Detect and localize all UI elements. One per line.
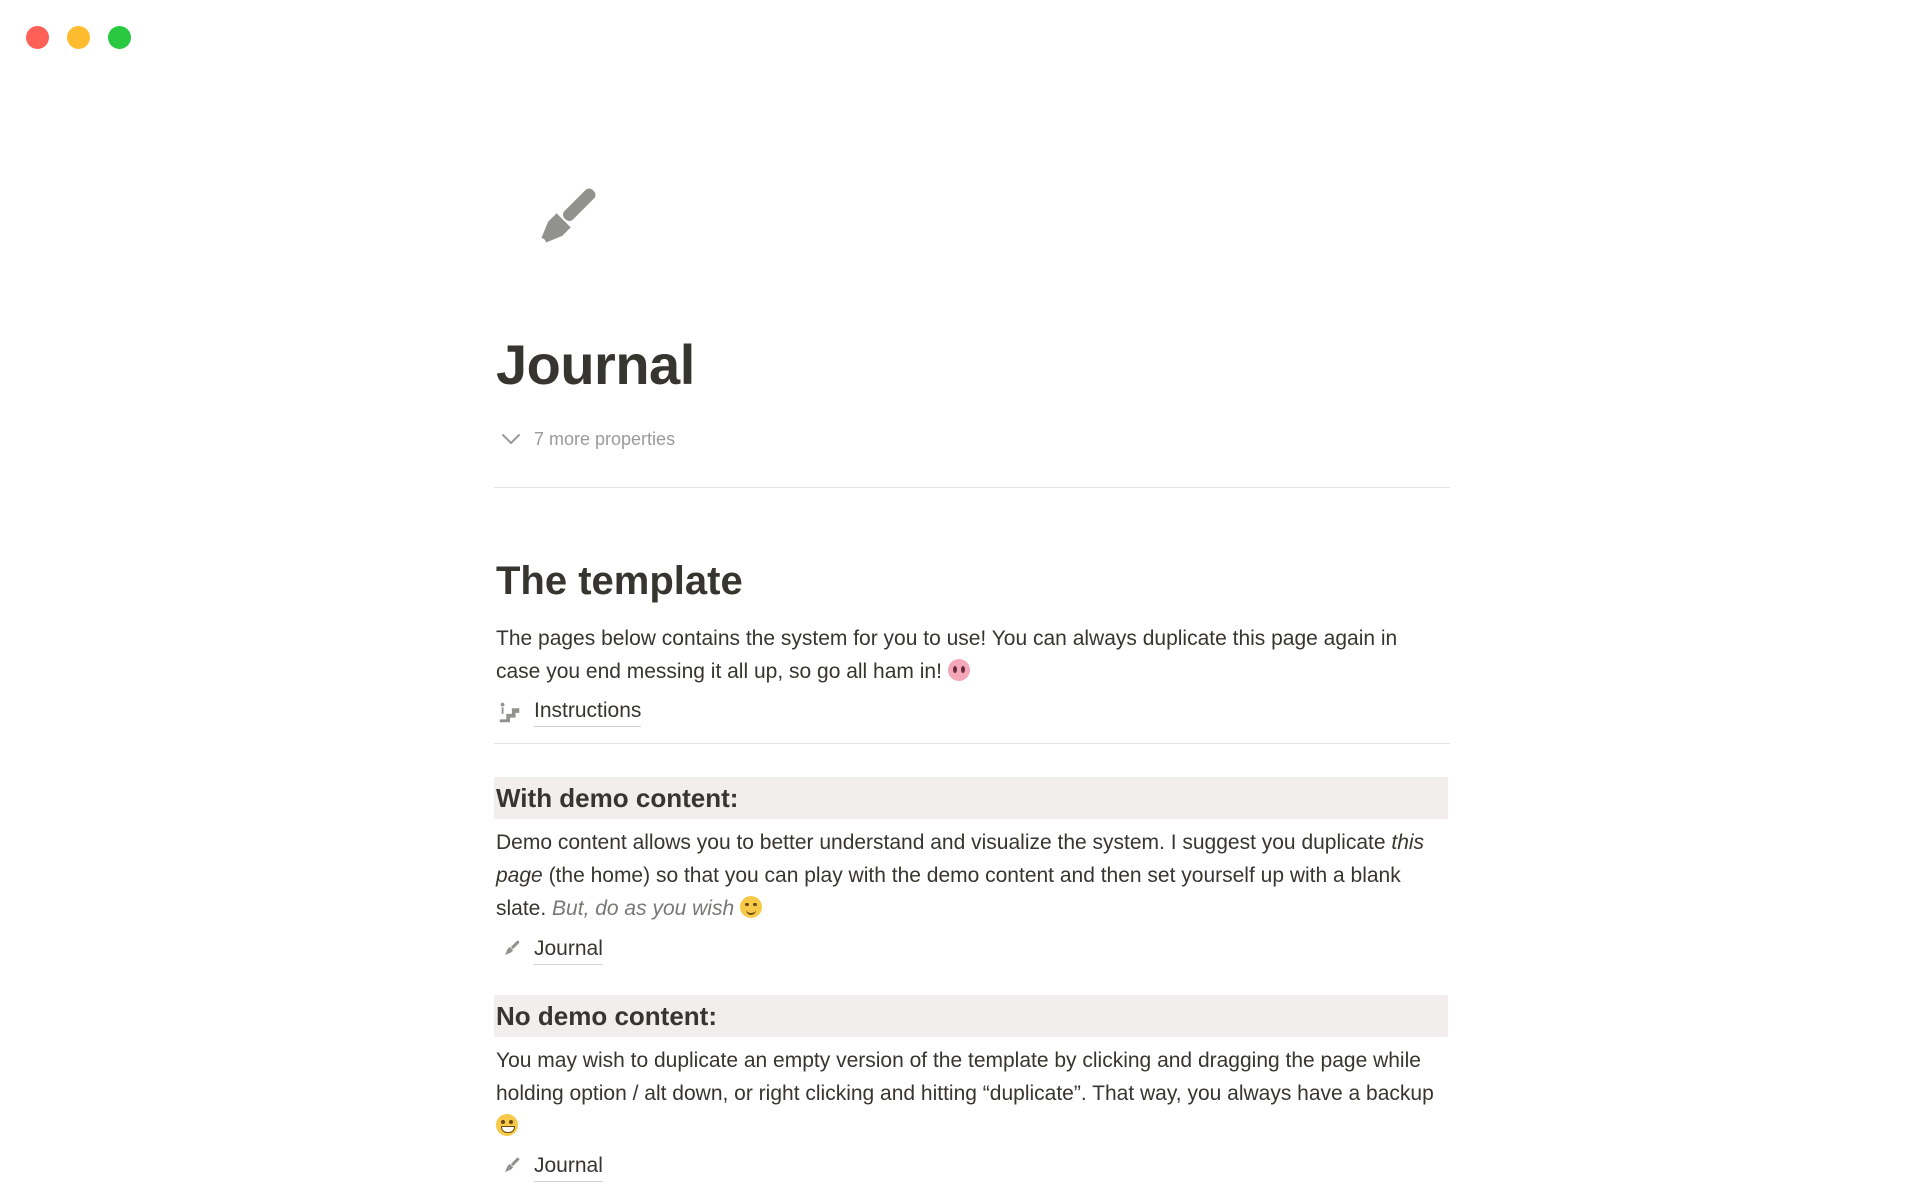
chevron-down-icon: [500, 428, 522, 450]
journal-demo-link[interactable]: [496, 935, 603, 965]
stairs-icon: [496, 698, 524, 726]
divider: [494, 743, 1450, 744]
divider: [494, 487, 1450, 488]
more-properties-label: 7 more properties: [534, 428, 676, 449]
pig-nose-emoji: [948, 659, 970, 681]
instructions-link[interactable]: [496, 697, 641, 727]
fountain-pen-icon: [496, 936, 524, 964]
section-heading-template[interactable]: The template: [496, 559, 743, 603]
journal-empty-link[interactable]: [496, 1152, 603, 1182]
smiling-emoji: [740, 896, 762, 918]
journal-demo-link-label: Journal: [534, 935, 603, 965]
journal-empty-link-label: Journal: [534, 1152, 603, 1182]
demo-content-heading[interactable]: With demo content:: [494, 777, 1448, 819]
demo-paragraph-text-2: (the home) so that you can play with the demo content and then set yourself up with a blank slate.: [496, 864, 1401, 920]
no-demo-paragraph-text: You may wish to duplicate an empty version of the template by clicking and dragging the page while holding option / alt down, or right clicking and hitting “duplicate”. That way, you always have a backup: [496, 1049, 1434, 1105]
zoom-window-button[interactable]: [108, 26, 131, 49]
template-paragraph[interactable]: [496, 622, 1446, 688]
template-paragraph-text: The pages below contains the system for you to use! You can always duplicate this page again in case you end messing it all up, so go all ham in!: [496, 627, 1398, 683]
instructions-link-label: Instructions: [534, 697, 641, 727]
no-demo-paragraph[interactable]: [496, 1044, 1446, 1143]
demo-paragraph-text-1: Demo content allows you to better understand and visualize the system. I suggest you duplicate: [496, 831, 1386, 854]
demo-paragraph-italic: this page: [496, 831, 1425, 887]
close-window-button[interactable]: [26, 26, 49, 49]
demo-paragraph[interactable]: [496, 826, 1446, 925]
more-properties-toggle[interactable]: [500, 428, 675, 450]
fountain-pen-icon[interactable]: [510, 178, 606, 274]
demo-paragraph-aside: But, do as you wish: [552, 897, 735, 920]
fountain-pen-icon: [496, 1153, 524, 1181]
window-controls: [26, 26, 131, 49]
grinning-emoji: [496, 1114, 518, 1136]
minimize-window-button[interactable]: [67, 26, 90, 49]
page-title[interactable]: Journal: [496, 333, 695, 396]
no-demo-content-heading[interactable]: No demo content:: [494, 995, 1448, 1037]
